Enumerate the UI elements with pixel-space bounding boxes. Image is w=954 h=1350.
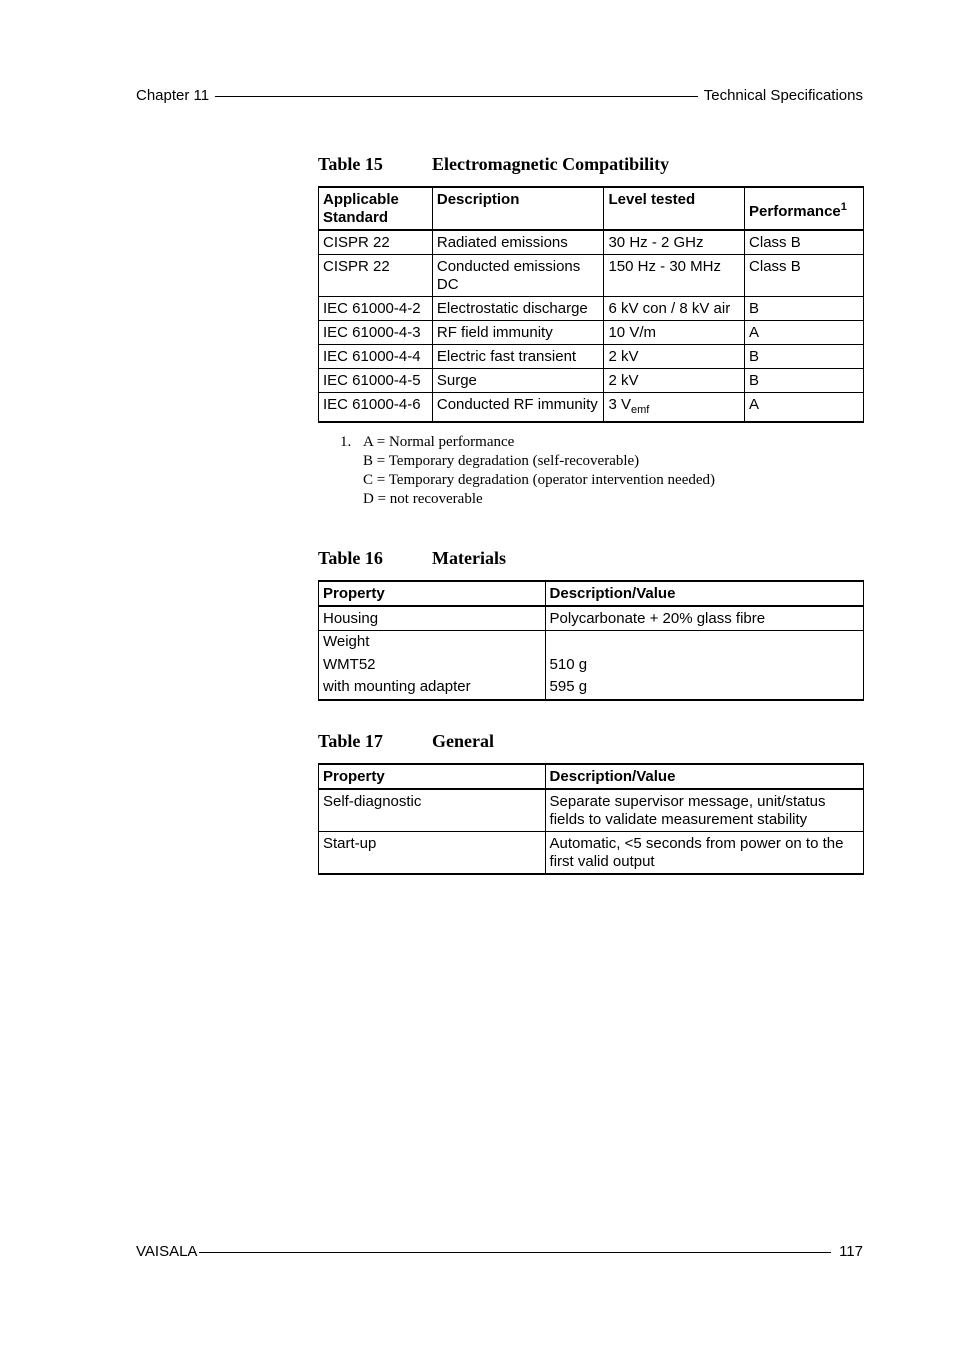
cell-standard: CISPR 22	[319, 255, 433, 297]
cell-description: Electric fast transient	[432, 345, 604, 369]
cell-performance: B	[745, 369, 864, 393]
table-header-row	[319, 764, 864, 789]
table16-number: Table 16	[318, 548, 383, 568]
cell-standard: IEC 61000-4-2	[319, 297, 433, 321]
header-description-value: Description/Value	[545, 581, 863, 606]
table-row	[319, 321, 864, 345]
cell-value: Polycarbonate + 20% glass fibre	[545, 606, 863, 631]
cell-property: Start-up	[319, 832, 546, 875]
cell-level: 2 kV	[604, 369, 745, 393]
table-row	[319, 789, 864, 832]
cell-level: 150 Hz - 30 MHz	[604, 255, 745, 297]
cell-value: Separate supervisor message, unit/status fields to validate measurement stability	[545, 789, 863, 832]
cell-standard: IEC 61000-4-5	[319, 369, 433, 393]
cell-performance: B	[745, 297, 864, 321]
header-property: Property	[319, 581, 546, 606]
cell-performance: Class B	[745, 255, 864, 297]
cell-description: Electrostatic discharge	[432, 297, 604, 321]
table-row	[319, 832, 864, 875]
cell-property: Self-diagnostic	[319, 789, 546, 832]
cell-performance: A	[745, 321, 864, 345]
cell-level: 2 kV	[604, 345, 745, 369]
cell-level: 30 Hz - 2 GHz	[604, 230, 745, 255]
cell-value: 510 g 595 g	[545, 631, 863, 700]
company-name: VAISALA	[136, 1243, 198, 1260]
table16-title: Materials	[432, 548, 506, 568]
footnote-line: B = Temporary degradation (self-recoverable)	[363, 453, 640, 469]
emc-table	[318, 186, 864, 423]
cell-level: 3 $V_{emf}$	[604, 393, 745, 423]
cell-level: 6 kV con / 8 kV air	[604, 297, 745, 321]
header-rule	[215, 96, 698, 97]
footnote-mark: 1	[840, 200, 847, 213]
footnote-line: C = Temporary degradation (operator intervention needed)	[363, 472, 716, 488]
table17-number: Table 17	[318, 731, 383, 751]
table15-caption	[318, 154, 669, 175]
chapter-label: Chapter 11	[136, 87, 210, 104]
table15-number: Table 15	[318, 154, 383, 174]
cell-standard: IEC 61000-4-6	[319, 393, 433, 423]
table-row	[319, 230, 864, 255]
footnote-line: D = not recoverable	[363, 491, 483, 507]
footnote-number: 1.	[340, 434, 352, 450]
subscript: emf	[630, 404, 650, 416]
cell-description: Conducted RF immunity	[432, 393, 604, 423]
table-row	[319, 255, 864, 297]
page-header	[136, 87, 863, 107]
header-performance: Performance$^1$	[745, 187, 864, 230]
materials-table	[318, 580, 864, 701]
table-header-row	[319, 581, 864, 606]
footer-rule	[199, 1252, 831, 1253]
cell-performance: Class B	[745, 230, 864, 255]
cell-performance: A	[745, 393, 864, 423]
table15-footnote	[340, 433, 715, 509]
page-number: 117	[839, 1243, 863, 1260]
header-property: Property	[319, 764, 546, 789]
table17-title: General	[432, 731, 494, 751]
table17-caption	[318, 731, 494, 752]
cell-property: Weight WMT52 with mounting adapter	[319, 631, 546, 700]
table-row	[319, 345, 864, 369]
header-description-value: Description/Value	[545, 764, 863, 789]
section-title: Technical Specifications	[703, 87, 863, 104]
cell-description: Radiated emissions	[432, 230, 604, 255]
table-row	[319, 297, 864, 321]
table15-title: Electromagnetic Compatibility	[432, 154, 670, 174]
cell-level: 10 V/m	[604, 321, 745, 345]
table-row	[319, 606, 864, 631]
cell-standard: IEC 61000-4-3	[319, 321, 433, 345]
table16-caption	[318, 548, 506, 569]
header-applicable-standard: Applicable Standard	[319, 187, 433, 230]
table-row	[319, 393, 864, 423]
cell-property: Housing	[319, 606, 546, 631]
cell-performance: B	[745, 345, 864, 369]
cell-description: Surge	[432, 369, 604, 393]
footnote-line: A = Normal performance	[363, 434, 515, 450]
cell-standard: CISPR 22	[319, 230, 433, 255]
header-description: Description	[432, 187, 604, 230]
table-row	[319, 369, 864, 393]
header-level-tested: Level tested	[604, 187, 745, 230]
cell-value: Automatic, <5 seconds from power on to the first valid output	[545, 832, 863, 875]
general-table	[318, 763, 864, 875]
table-header-row	[319, 187, 864, 230]
cell-standard: IEC 61000-4-4	[319, 345, 433, 369]
cell-description: RF field immunity	[432, 321, 604, 345]
page-footer	[136, 1243, 863, 1263]
cell-description: Conducted emissions DC	[432, 255, 604, 297]
table-row	[319, 631, 864, 700]
